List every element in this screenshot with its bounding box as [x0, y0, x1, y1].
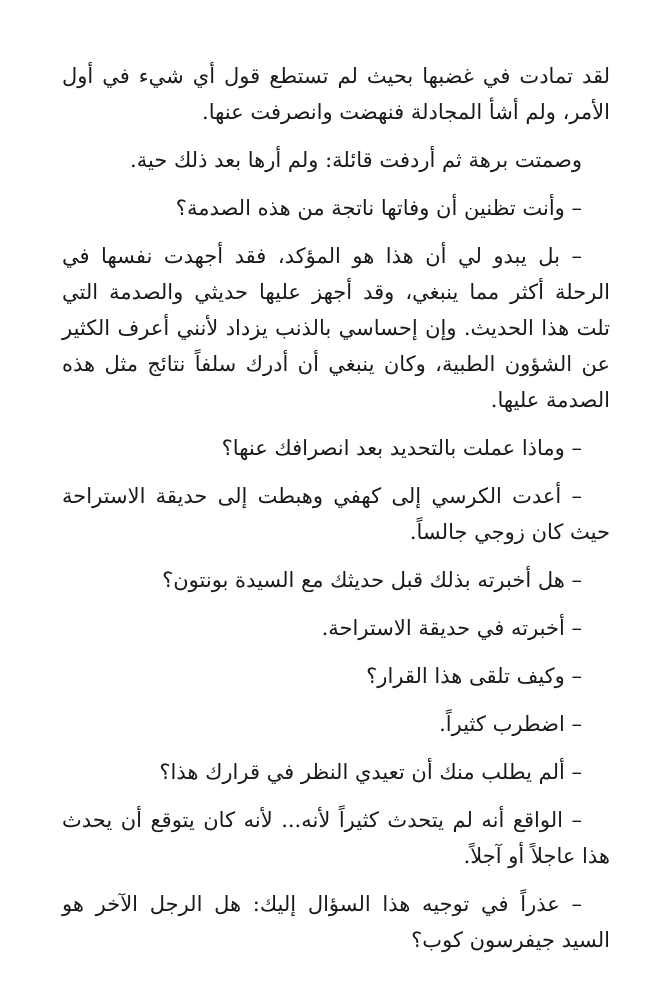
book-page: [62, 58, 610, 970]
paragraph-2: وصمتت برهة ثم أردفت قائلة: ولم أرها بعد ذلك حية.: [130, 148, 582, 172]
dialogue-line-1: – وأنت تظنين أن وفاتها ناتجة من هذه الصدمة؟: [175, 196, 582, 220]
dialogue-line-6: – أخبرته في حديقة الاستراحة.: [321, 616, 582, 640]
dialogue-line-3: – وماذا عملت بالتحديد بعد انصرافك عنها؟: [221, 436, 582, 460]
dialogue-line-7: – وكيف تلقى هذا القرار؟: [366, 664, 582, 688]
dialogue-line-5: – هل أخبرته بذلك قبل حديثك مع السيدة بونتون؟: [162, 568, 582, 592]
dialogue-line-4: – أعدت الكرسي إلى كهفي وهبطت إلى حديقة الاستراحة حيث كان زوجي جالساً.: [62, 484, 610, 544]
dialogue-line-10: – الواقع أنه لم يتحدث كثيراً لأنه... لأنه كان يتوقع أن يحدث هذا عاجلاً أو آجلاً.: [62, 808, 610, 868]
paragraph-1: لقد تمادت في غضبها بحيث لم تستطع قول أي شيء في أول الأمر، ولم أشأ المجادلة فنهضت وانصرفت عنها.: [62, 64, 610, 124]
dialogue-line-2: – بل يبدو لي أن هذا هو المؤكد، فقد أجهدت نفسها في الرحلة أكثر مما ينبغي، وقد أجهز عليها حديثي والصدمة التي تلت هذا الحديث. وإن إحساسي بالذنب يزداد لأنني أعرف الكثير عن الشؤون الطبية، وكان ينبغي أن أدرك سلفاً نتائج مثل هذه الصدمة عليها.: [62, 244, 610, 412]
dialogue-line-9: – ألم يطلب منك أن تعيدي النظر في قرارك هذا؟: [159, 760, 582, 784]
dialogue-line-8: – اضطرب كثيراً.: [439, 712, 582, 736]
dialogue-line-11: – عذراً في توجيه هذا السؤال إليك: هل الرجل الآخر هو السيد جيفرسون كوب؟: [62, 892, 610, 952]
